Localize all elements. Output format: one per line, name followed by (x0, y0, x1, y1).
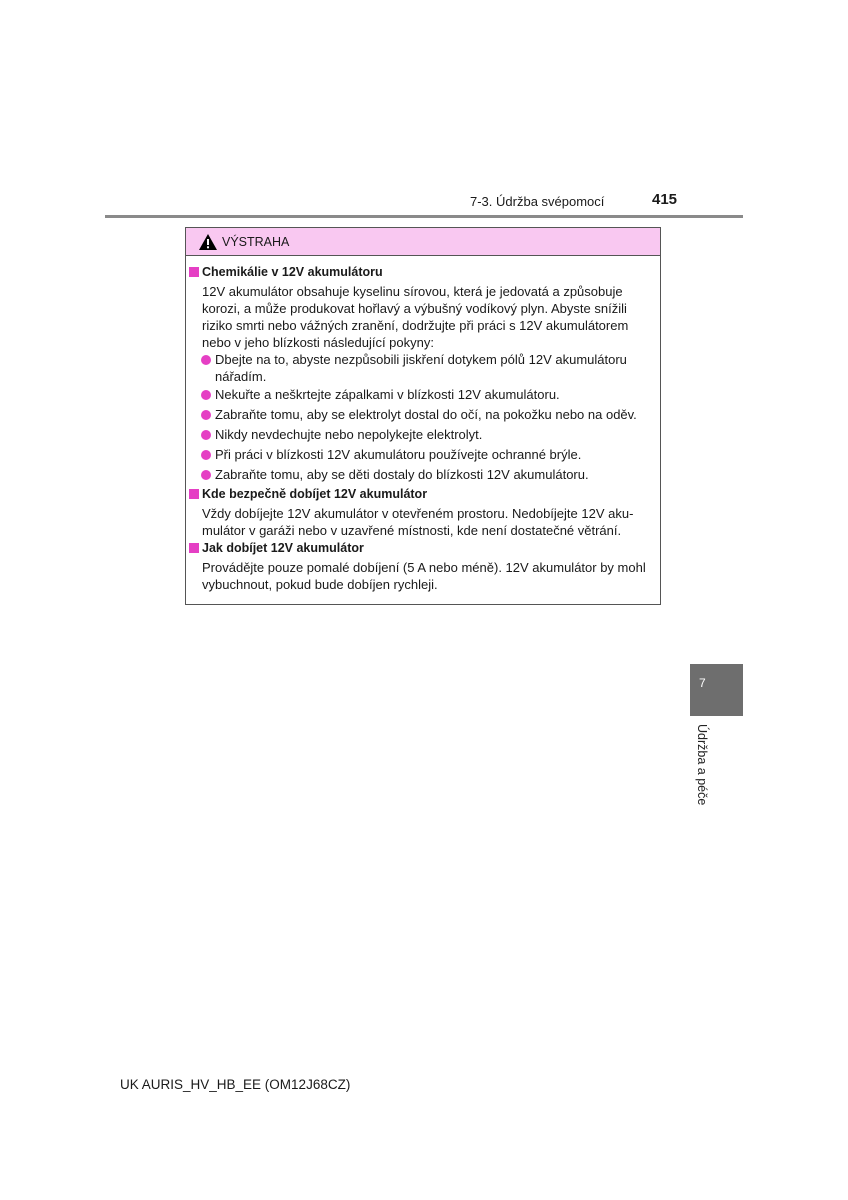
bullet-item: Při práci v blízkosti 12V akumulátoru používejte ochranné brýle. (201, 446, 656, 463)
paragraph-line: mulátor v garáži nebo v uzavřené místnosti, kde není dostatečné větrání. (202, 523, 622, 538)
section-paragraph (202, 505, 654, 539)
paragraph-line: Provádějte pouze pomalé dobíjení (5 A nebo méně). 12V akumulátor by mohl (202, 560, 646, 575)
square-bullet-icon (189, 543, 199, 553)
square-bullet-icon (189, 489, 199, 499)
bullet-item: Dbejte na to, abyste nezpůsobili jiskření dotykem pólů 12V akumulátoru nářadím. (201, 351, 656, 385)
paragraph-line: korozi, a může produkovat hořlavý a výbušný vodíkový plyn. Abyste snížili (202, 301, 627, 316)
warning-title: VÝSTRAHA (222, 234, 290, 249)
warning-box (185, 227, 661, 605)
circle-bullet-icon (201, 470, 211, 480)
document-code: UK AURIS_HV_HB_EE (OM12J68CZ) (120, 1077, 351, 1092)
section-heading-chemicals: Chemikálie v 12V akumulátoru (189, 265, 383, 279)
bullet-item: Nikdy nevdechujte nebo nepolykejte elektrolyt. (201, 426, 656, 443)
paragraph-line: vybuchnout, pokud bude dobíjen rychleji. (202, 577, 438, 592)
page-number: 415 (652, 191, 678, 208)
section-heading-how-to-charge: Jak dobíjet 12V akumulátor (189, 541, 364, 555)
section-paragraph (202, 283, 654, 351)
warning-header (186, 228, 660, 256)
circle-bullet-icon (201, 450, 211, 460)
section-title: 7-3. Údržba svépomocí (470, 194, 605, 209)
chapter-tab (690, 664, 743, 716)
bullet-item: Nekuřte a neškrtejte zápalkami v blízkosti 12V akumulátoru. (201, 386, 656, 403)
circle-bullet-icon (201, 410, 211, 420)
bullet-item: Zabraňte tomu, aby se děti dostaly do blízkosti 12V akumulátoru. (201, 466, 656, 483)
chapter-number: 7 (699, 676, 706, 690)
square-bullet-icon (189, 267, 199, 277)
warning-triangle-icon (198, 233, 222, 251)
circle-bullet-icon (201, 430, 211, 440)
paragraph-line: nebo v jeho blízkosti následující pokyny: (202, 335, 434, 350)
bullet-item: Zabraňte tomu, aby se elektrolyt dostal do očí, na pokožku nebo na oděv. (201, 406, 656, 423)
section-paragraph (202, 559, 654, 593)
paragraph-line: riziko smrti nebo vážných zranění, dodržujte při práci s 12V akumulátorem (202, 318, 629, 333)
header-divider (105, 215, 743, 218)
circle-bullet-icon (201, 355, 211, 365)
paragraph-line: 12V akumulátor obsahuje kyselinu sírovou, která je jedovatá a způsobuje (202, 284, 623, 299)
paragraph-line: Vždy dobíjejte 12V akumulátor v otevřeném prostoru. Nedobíjejte 12V aku- (202, 506, 634, 521)
chapter-label: Údržba a péče (695, 724, 709, 806)
section-heading-safe-charging: Kde bezpečně dobíjet 12V akumulátor (189, 487, 427, 501)
circle-bullet-icon (201, 390, 211, 400)
